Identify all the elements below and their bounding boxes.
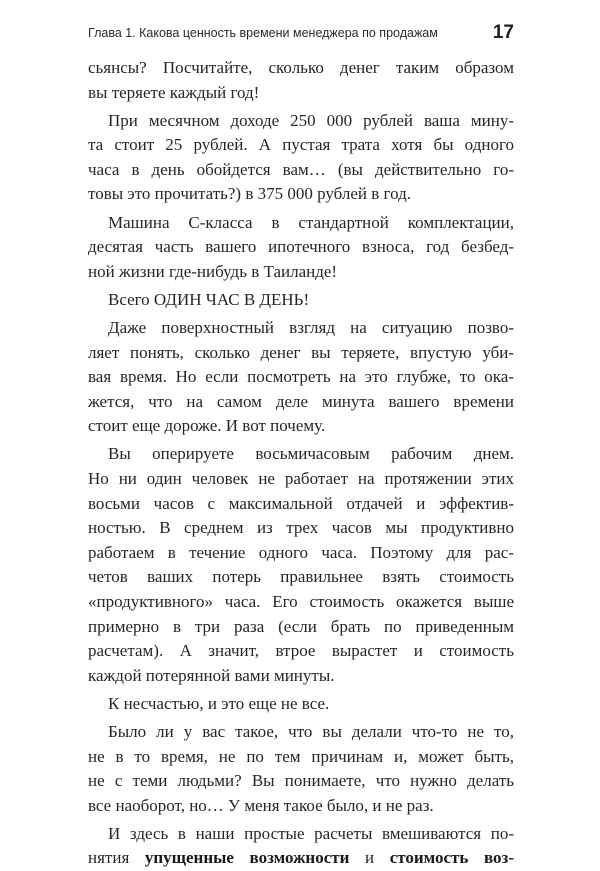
text-line: ляет понять, сколько денег вы теряете, впустую уби- bbox=[88, 342, 514, 362]
text-line: Но ни один человек не работает на протяжении этих bbox=[88, 469, 514, 488]
page-number: 17 bbox=[492, 22, 514, 43]
bold-term: упущенные возможности bbox=[144, 848, 350, 868]
text-line: стоит еще дороже. И вот почему. bbox=[88, 416, 326, 436]
text-line: Всего ОДИН ЧАС В ДЕНЬ! bbox=[108, 289, 310, 309]
text-line-mixed bbox=[88, 846, 514, 871]
text-line: сьянсы? Посчитайте, сколько денег таким образом bbox=[88, 58, 514, 77]
text-line: работаем в течение одного часа. Поэтому для рас- bbox=[88, 542, 514, 562]
text-line: «продуктивного» часа. Его стоимость окажется выше bbox=[88, 591, 514, 611]
text-line: не в то время, не по тем причинам и, может быть, bbox=[88, 746, 514, 766]
text-line: десятая часть вашего ипотечного взноса, год безбед- bbox=[88, 237, 514, 257]
text-line: часа в день обойдется вам… (вы действительно го- bbox=[88, 159, 514, 179]
bold-term: стоимость воз- bbox=[389, 848, 515, 868]
text-line: ной жизни где-нибудь в Таиланде! bbox=[88, 261, 338, 281]
text-line: Машина C-класса в стандартной комплектации, bbox=[108, 212, 514, 232]
text-line: товы это прочитать?) в 375 000 рублей в год. bbox=[88, 184, 412, 204]
page-header bbox=[88, 22, 514, 44]
text-fragment: и bbox=[365, 848, 375, 868]
text-line: не с теми людьми? Вы понимаете, что нужно делать bbox=[88, 771, 514, 791]
text-line: жется, что на самом деле минута вашего времени bbox=[88, 391, 514, 411]
text-line: все наоборот, но… У меня такое было, и не раз. bbox=[88, 795, 434, 815]
text-line: вы теряете каждый год! bbox=[88, 82, 260, 102]
text-line: каждой потерянной вами минуты. bbox=[88, 665, 335, 685]
text-line: четов ваших потерь правильнее взять стоимость bbox=[88, 567, 514, 587]
running-head: Глава 1. Какова ценность времени менеджера по продажам bbox=[88, 26, 438, 40]
text-line: ностью. В среднем из трех часов мы продуктивно bbox=[88, 518, 514, 538]
text-line: И здесь в наши простые расчеты вмешиваются по- bbox=[108, 823, 514, 843]
text-line: расчетам). А значит, втрое вырастет и стоимость bbox=[88, 641, 514, 661]
body-text bbox=[88, 56, 514, 871]
text-line: примерно в три раза (если брать по приведенным bbox=[88, 616, 514, 636]
text-line: вая время. Но если посмотреть на это глубже, то ока- bbox=[88, 367, 514, 387]
text-line: К несчастью, и это еще не все. bbox=[108, 693, 330, 713]
text-line: восьми часов с максимальной отдачей и эффектив- bbox=[88, 493, 514, 513]
text-fragment: нятия bbox=[88, 848, 130, 868]
text-line: Вы оперируете восьмичасовым рабочим днем. bbox=[108, 444, 514, 464]
text-line: Было ли у вас такое, что вы делали что-то не то, bbox=[108, 721, 514, 741]
text-line: Даже поверхностный взгляд на ситуацию позво- bbox=[108, 317, 514, 337]
text-line: та стоит 25 рублей. А пустая трата хотя бы одного bbox=[88, 135, 514, 155]
text-line: При месячном доходе 250 000 рублей ваша мину- bbox=[108, 110, 514, 130]
